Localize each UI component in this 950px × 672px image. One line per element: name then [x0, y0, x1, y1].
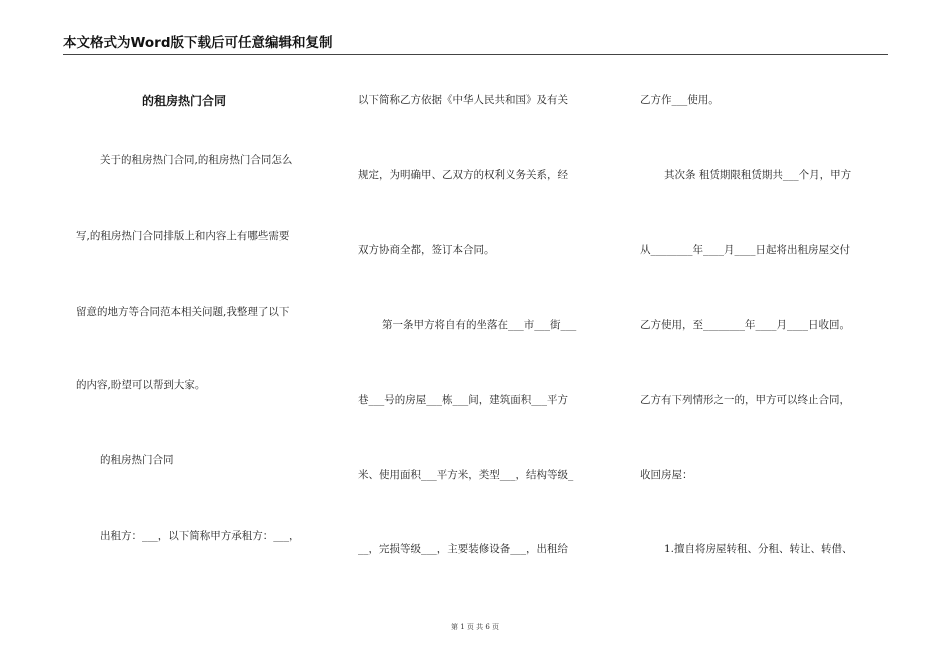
text-line: 收回房屋： [640, 469, 693, 481]
text-line: 的租房热门合同 [100, 454, 174, 466]
text-line: 乙方使用，至________年____月____日收回。 [640, 319, 850, 331]
page-number: 第 1 页 共 6 页 [450, 623, 500, 631]
text-line: 从________年____月____日起将出租房屋交付 [640, 244, 850, 256]
text-line: 双方协商全都，签订本合同。 [358, 244, 495, 256]
text-line: 其次条 租赁期限租赁期共___个月，甲方 [664, 169, 852, 181]
page-header [63, 34, 888, 55]
text-line: __，完损等级___，主要装修设备___，出租给 [358, 543, 568, 555]
text-line: 米、使用面积___平方米，类型___，结构等级_ [358, 469, 574, 481]
text-line: 1.擅自将房屋转租、分租、转让、转借、 [664, 543, 853, 555]
text-line: 乙方有下列情形之一的，甲方可以终止合同， [640, 394, 850, 406]
document-title: 的租房热门合同 [142, 94, 227, 108]
text-line: 乙方作___使用。 [640, 94, 719, 106]
text-line: 出租方：___，以下简称甲方承租方：___， [100, 530, 300, 542]
text-line: 写,的租房热门合同排版上和内容上有哪些需要 [76, 230, 290, 242]
text-line: 巷___号的房屋___栋___间，建筑面积___平方 [358, 394, 568, 406]
text-line: 以下简称乙方依据《中华人民共和国》及有关 [358, 94, 568, 106]
text-line: 的内容,盼望可以帮到大家。 [76, 379, 206, 391]
text-line: 规定，为明确甲、乙双方的权利义务关系，经 [358, 169, 568, 181]
header-title: 本文格式为Word版下载后可任意编辑和复制 [63, 35, 333, 51]
text-line: 第一条甲方将自有的坐落在___市___街___ [382, 319, 577, 331]
text-line: 留意的地方等合同范本相关问题,我整理了以下 [76, 306, 290, 318]
text-line: 关于的租房热门合同,的租房热门合同怎么 [100, 154, 293, 166]
